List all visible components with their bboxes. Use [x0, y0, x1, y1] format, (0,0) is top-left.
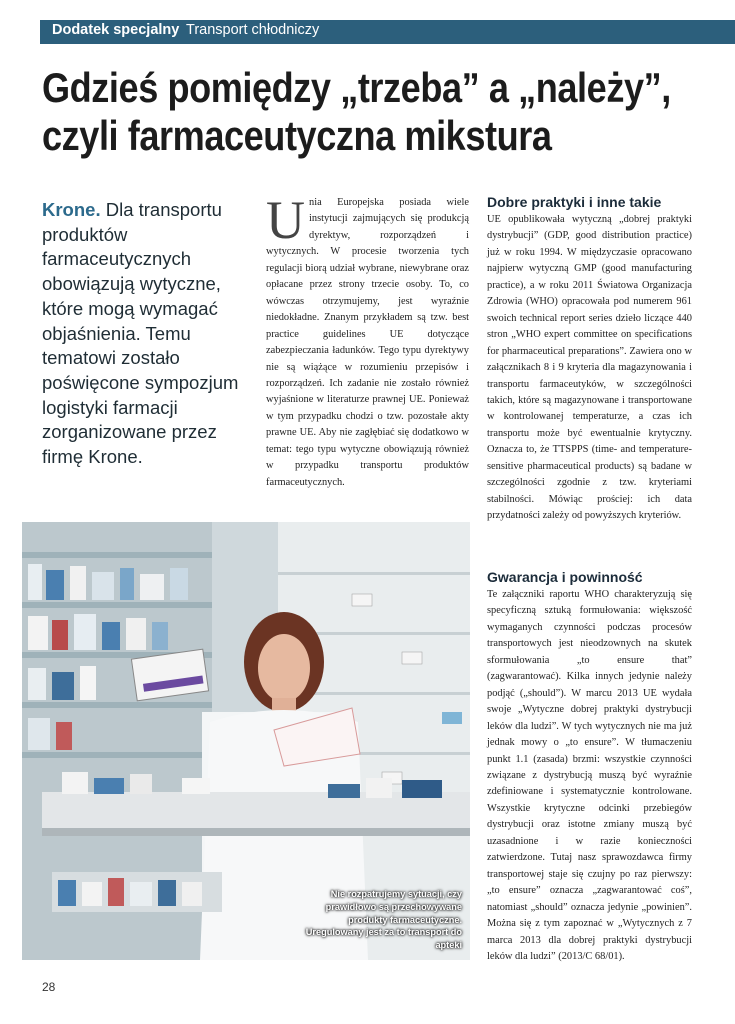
section-label: Dodatek specjalny — [52, 22, 180, 38]
section-1-body: UE opublikowała wytyczną „dobrej praktyki dystrybucji” (GDP, good distribution practice) już w roku 1994. W międzyczasie opracowano najpierw wytyczną GMP (good manufacturing practice), a w roku 2011 Światowa Organizacja Zdrowia (WHO) opracowała pod numerem 961 swoich technical report series dzieło liczące 440 stron „WHO expert committee on specifications for pharmaceutical preparations”. Zawiera ono w załącznikach 8 i 9 kryteria dla magazynowania i transportu farmaceutyków, w szczególności takich, które są magazynowane i transportowane w kontrolowanej temperaturze, a czas ich transportu może być ewentualnie krytyczny. Oznacza to, że TTSPPS (time- and temperature-sensitive pharmaceutical products) są badane w szczególności zgodnie z tzw. kryteriami stabilności. Mówiąc prościej: ich data przydatności zależy od powyższych kryteriów. — [487, 214, 692, 522]
drop-cap: U — [266, 190, 305, 250]
section-2-body: Te załączniki raportu WHO charakteryzują się specyficzną sztuką formułowania: większość wymaganych czynności podczas procesów transportowych jest nieodzownych na skutek sformułowania „to ensure that” (zagwarantować). Kilka innych jedynie należy podjąć („should”). W marcu 2013 UE wydała swoje „Wytyczne dobrej praktyki dystrybucji leków dla ludzi”. W tych wytycznych nie ma już jednak mowy o „to ensure”. W tłumaczeniu punkt 1.1 (zasada) brzmi: wszystkie czynności związane z dystrybucją muszą być wyraźnie zdefiniowane i systematycznie kontrolowane. Wszystkie krytyczne odcinki przebiegów dystrybucji oraz istotne zmiany muszą być uzasadnione i w razie konieczności zatwierdzone. Tutaj nasz sprawozdawca firmy transportowej staje się czujny po raz pierwszy: „to ensure” oznacza „zagwarantować coś”, natomiast „should” oznacza jedynie „powinien”. Można się z tym zapoznać w „Wytycznych z 7 marca 2013 dla dobrej praktyki dystrybucji leków dla ludzi” (2013/C 68/01). — [487, 589, 692, 962]
article-title — [42, 64, 671, 160]
section-2-heading: Gwarancja i powinność — [487, 569, 643, 585]
title-line-1: Gdzieś pomiędzy „trzeba” a „należy”, — [42, 64, 671, 111]
title-line-2: czyli farmaceutyczna mikstura — [42, 112, 552, 159]
lead-brand: Krone. — [42, 199, 101, 220]
lead-paragraph — [42, 198, 250, 470]
lead-text: Dla transportu produktów farmaceutycznych obowiązują wytyczne, które mogą wymagać objaśnienia. Temu tematowi zostało poświęcone sympozjum logistyki farmacji zorganizowane przez firmę Krone. — [42, 199, 239, 468]
section-1-heading: Dobre praktyki i inne takie — [487, 194, 662, 210]
pharmacy-photo — [22, 522, 470, 960]
photo-caption: Nie rozpatrujemy sytuacji, czy prawidłowo są przechowywane produkty farmaceutyczne. Uregulowany jest za to transport do apteki — [305, 889, 462, 951]
body-column-1 — [266, 190, 469, 491]
section-header-bar — [40, 20, 735, 44]
page-number: 28 — [42, 980, 56, 994]
column-1-text: nia Europejska posiada wiele instytucji zajmujących się produkcją dyrektyw, rozporządzeń i wytycznych. W procesie tworzenia tych regulacji biorą udział wybrane, niewybrane oraz opłacane przez strony trzecie osoby. To, co wówczas otrzymujemy, jest wyraźnie niedokładne. Znanym przykładem są tzw. best practice guidelines UE dotyczące zabezpieczania ładunków. Tego typu dyrektywy nie są wiążące w rozumieniu przepisów i rozporządzeń. Ich zadanie nie zostało również wyjaśnione w literaturze prawnej UE. Ponieważ w tym przypadku chodzi o tzw. pozostałe akty prawne UE. Aby nie zagłębiać się dodatkowo w temat: tego typu wytyczne obowiązują również w przypadku transportu produktów farmaceutycznych. — [266, 197, 469, 488]
subsection-label: Transport chłodniczy — [186, 22, 320, 38]
